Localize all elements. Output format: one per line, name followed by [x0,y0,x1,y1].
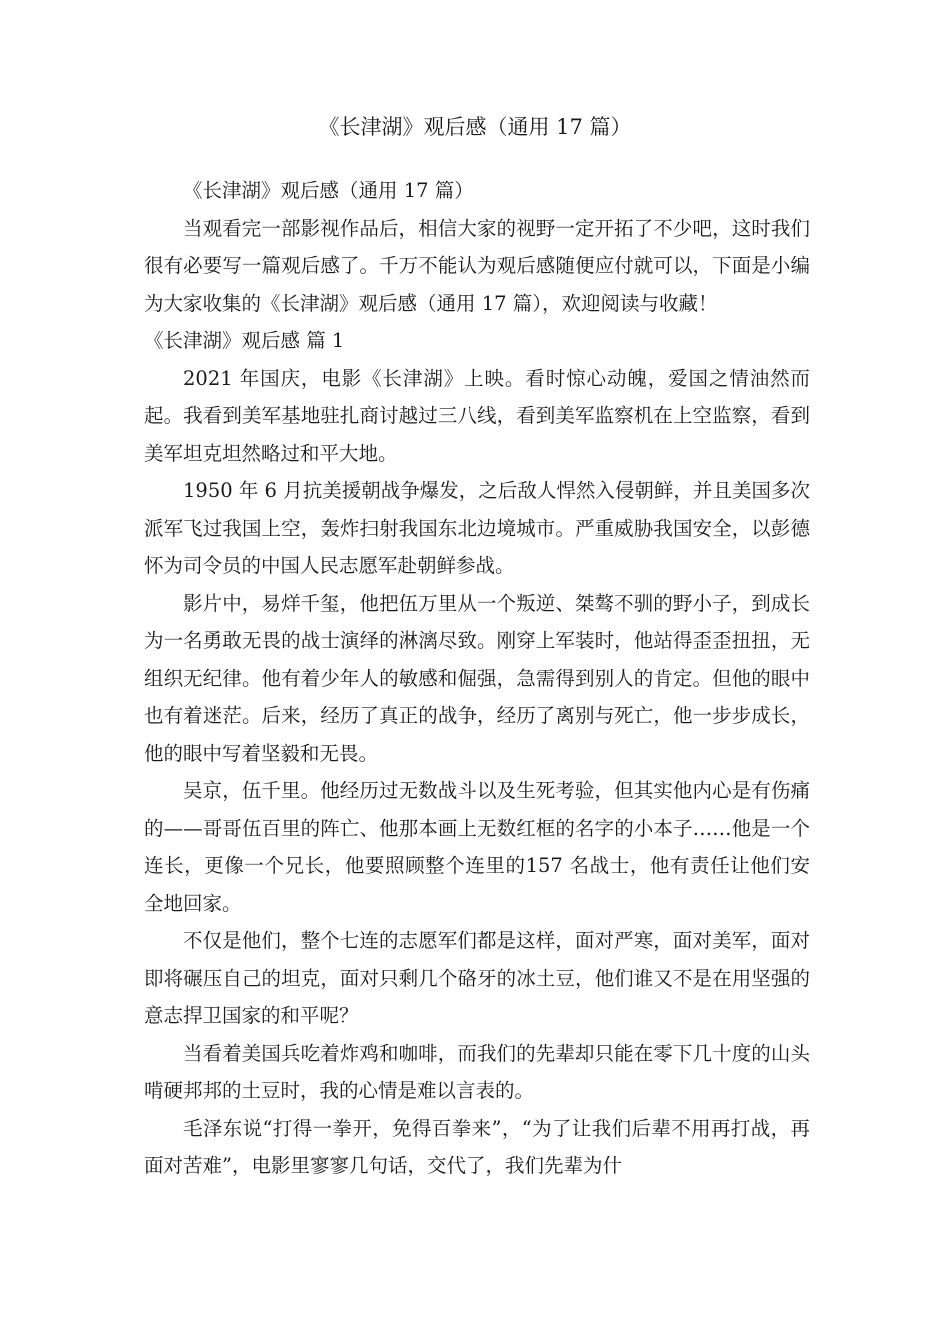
body-paragraph: 毛泽东说“打得一拳开，免得百拳来”，“为了让我们后辈不用再打战，再面对苦难”，电影里寥寥几句话，交代了，我们先辈为什 [144,1116,810,1177]
body-paragraph: 2021 年国庆，电影《长津湖》上映。看时惊心动魄，爱国之情油然而起。我看到美军基地驻扎商讨越过三八线，看到美军监察机在上空监察，看到美军坦克坦然略过和平大地。 [144,366,810,465]
body-paragraph: 吴京，伍千里。他经历过无数战斗以及生死考验，但其实他内心是有伤痛的——哥哥伍百里的阵亡、他那本画上无数红框的名字的小本子……他是一个连长，更像一个兄长，他要照顾整个连里的157 名战士，他有责任让他们安全地回家。 [144,779,810,915]
body-paragraph: 影片中，易烊千玺，他把伍万里从一个叛逆、桀骜不驯的野小子，到成长为一名勇敢无畏的战士演绎的淋漓尽致。刚穿上军装时，他站得歪歪扭扭，无组织无纪律。他有着少年人的敏感和倔强，急需得到别人的肯定。但他的眼中也有着迷茫。后来，经历了真正的战争，经历了离别与死亡，他一步步成长，他的眼中写着坚毅和无畏。 [144,591,810,765]
body-paragraph: 不仅是他们，整个七连的志愿军们都是这样，面对严寒，面对美军，面对即将碾压自己的坦克，面对只剩几个硌牙的冰土豆，他们谁又不是在用坚强的意志捍卫国家的和平呢？ [144,929,810,1027]
body-paragraph: 《长津湖》观后感（通用 17 篇） [183,179,474,202]
section-heading: 《长津湖》观后感 篇 1 [144,329,345,352]
document-body [144,172,810,1185]
body-paragraph: 1950 年 6 月抗美援朝战争爆发，之后敌人悍然入侵朝鲜，并且美国多次派军飞过我国上空，轰炸扫射我国东北边境城市。严重威胁我国安全，以彭德怀为司令员的中国人民志愿军赴朝鲜参战。 [144,479,810,577]
document-title: 《长津湖》观后感（通用 17 篇） [318,115,632,139]
body-paragraph: 当看着美国兵吃着炸鸡和咖啡，而我们的先辈却只能在零下几十度的山头啃硬邦邦的土豆时，我的心情是难以言表的。 [144,1041,810,1102]
body-paragraph: 当观看完一部影视作品后，相信大家的视野一定开拓了不少吧，这时我们很有必要写一篇观后感了。千万不能认为观后感随便应付就可以，下面是小编为大家收集的《长津湖》观后感（通用 17 篇），欢迎阅读与收藏！ [144,216,810,315]
